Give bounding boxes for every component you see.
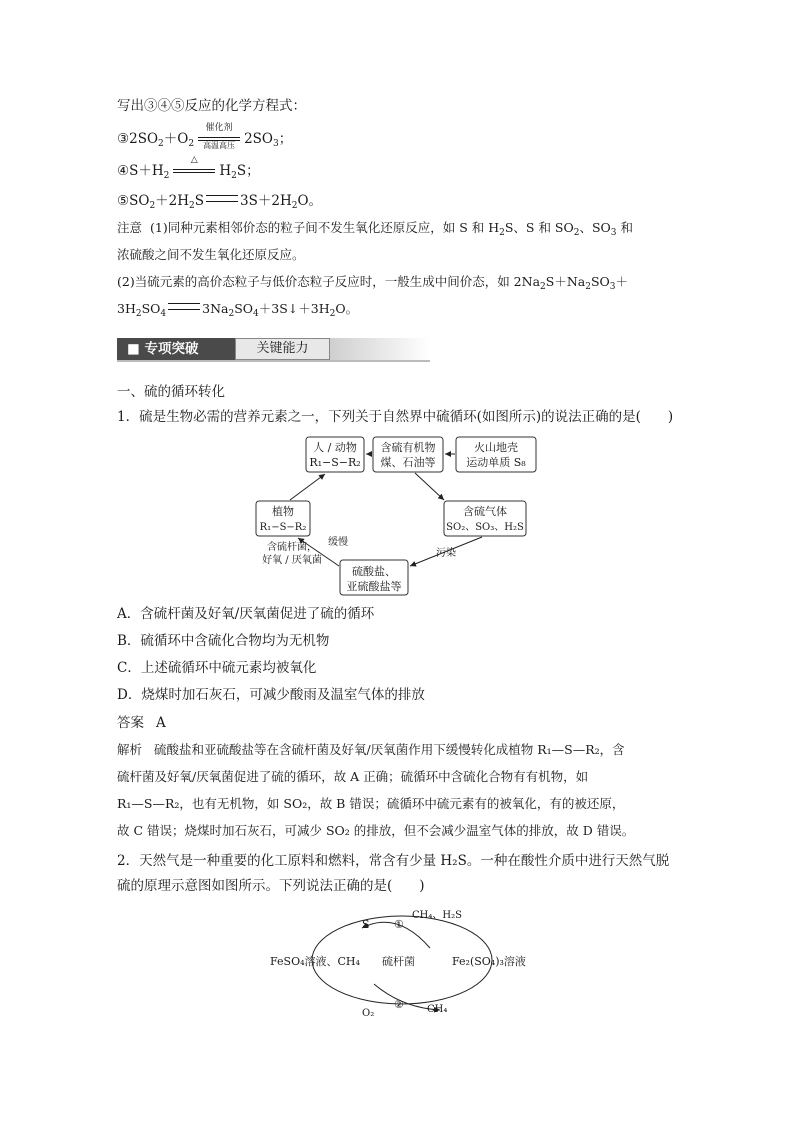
arrow-organic-to-gas — [415, 473, 444, 500]
option-c: C．上述硫循环中硫元素均被氧化 — [117, 660, 317, 676]
label-gas-formulas: SO₂、SO₃、H₂S — [446, 522, 524, 533]
label-salt-2: 亚硫酸盐等 — [346, 580, 402, 593]
analysis-line-2: 硫杆菌及好氧/厌氧菌促进了硫的循环，故 A 正确；硫循环中含硫化合物有有机物，如 — [117, 769, 589, 784]
answer-value: A — [156, 715, 166, 731]
analysis-line-4: 故 C 错误；烧煤时加石灰石，可减少 SO₂ 的排放，但不会减少温室气体的排放，故 D 错误。 — [117, 823, 635, 838]
label-plant: 植物 — [272, 505, 294, 518]
note-line-2: 浓硫酸之间不发生氧化还原反应。 — [117, 247, 305, 262]
option-d: D．烧煤时加石灰石，可减少酸雨及温室气体的排放 — [117, 687, 425, 703]
label-slow: 缓慢 — [328, 537, 348, 548]
question-1-stem: 1．硫是生物必需的营养元素之一，下列关于自然界中硫循环(如图所示)的说法正确的是( ) — [117, 409, 674, 425]
label-bacteria-center: 硫杆菌 — [382, 955, 415, 968]
banner-underline — [117, 360, 430, 362]
banner-subtitle: 关键能力 — [235, 338, 330, 360]
label-step-1: ① — [394, 918, 404, 931]
note-line-1: 注意 (1)同种元素相邻价态的粒子间不发生氧化还原反应，如 S 和 $H_2S$、S 和 $SO_2$、$SO_3$ 和 — [117, 220, 633, 238]
equation-3: $③2SO_2+O_2$ 催化剂 高温高压 $2SO_3$； — [117, 123, 293, 150]
equation-5: $⑤SO_2+2H_2S$ $3S+2H_2O$。 — [117, 193, 323, 211]
heat-arrow: △ — [171, 163, 217, 177]
label-pollution: 污染 — [436, 548, 456, 559]
equals-sign — [168, 303, 200, 310]
label-left-solution: FeSO₄溶液、CH₄ — [270, 955, 360, 968]
sulfur-cycle-diagram — [250, 432, 550, 602]
label-o2: O₂ — [362, 1008, 375, 1019]
label-people-formula: R₁−S−R₂ — [309, 456, 361, 469]
label-ch4-h2s: CH₄、H₂S — [412, 910, 462, 921]
analysis-line-1: 解析 硫酸盐和亚硫酸盐等在含硫杆菌及好氧/厌氧菌作用下缓慢转化成植物 R₁—S—R₂，含 — [117, 742, 625, 757]
intro-text: 写出③④⑤反应的化学方程式： — [117, 98, 306, 114]
label-gas: 含硫气体 — [463, 505, 507, 518]
label-plant-formula: R₁−S−R₂ — [259, 522, 307, 533]
label-organic-examples: 煤、石油等 — [380, 456, 436, 469]
arrow-plant-to-people — [290, 474, 325, 500]
section-heading: 一、硫的循环转化 — [117, 384, 225, 400]
label-people: 人 / 动物 — [313, 441, 357, 454]
question-2-line-1: 2．天然气是一种重要的化工原料和燃料，常含有少量 H₂S。一种在酸性介质中进行天然气脱 — [117, 853, 670, 869]
desulfurization-diagram — [262, 898, 542, 1023]
question-2-line-2: 硫的原理示意图如图所示。下列说法正确的是( ) — [117, 878, 425, 894]
reaction-condition-arrow: 催化剂 高温高压 — [196, 131, 242, 145]
note-line-3: (2)当硫元素的高价态粒子与低价态粒子反应时，一般生成中间价态，如 $2Na_2S+Na_2SO_3+$ — [117, 274, 629, 292]
label-sulfur: S — [362, 918, 370, 931]
label-volcano: 火山地壳 — [474, 441, 518, 454]
label-ch4: CH₄ — [427, 1004, 448, 1015]
label-organic: 含硫有机物 — [380, 441, 436, 454]
banner-title: ■ 专项突破 — [117, 338, 235, 360]
label-bacteria: 含硫杆菌， — [267, 542, 317, 553]
label-bacteria-2: 好氧 / 厌氧菌 — [262, 555, 322, 566]
label-right-solution: Fe₂(SO₄)₃溶液 — [452, 955, 526, 968]
equation-4: $④S+H_2$ △ $H_2S$； — [117, 155, 260, 181]
option-a: A．含硫杆菌及好氧/厌氧菌促进了硫的循环 — [117, 606, 375, 622]
label-salt: 硫酸盐、 — [352, 565, 396, 578]
analysis-line-3: R₁—S—R₂，也有无机物，如 SO₂，故 B 错误；硫循环中硫元素有的被氧化，有的被还原， — [117, 796, 625, 811]
equals-sign — [206, 195, 238, 202]
answer-line: 答案 A — [117, 715, 166, 731]
banner-fade — [330, 338, 430, 360]
option-b: B．硫循环中含硫化合物均为无机物 — [117, 633, 330, 649]
label-step-2: ② — [394, 998, 404, 1011]
section-banner — [117, 338, 430, 360]
note-line-4: $3H_2SO_4$ $3Na_2SO_4+3S↓+3H_2O$。 — [117, 301, 359, 319]
label-volcano-sulfur: 运动单质 S₈ — [466, 456, 526, 469]
